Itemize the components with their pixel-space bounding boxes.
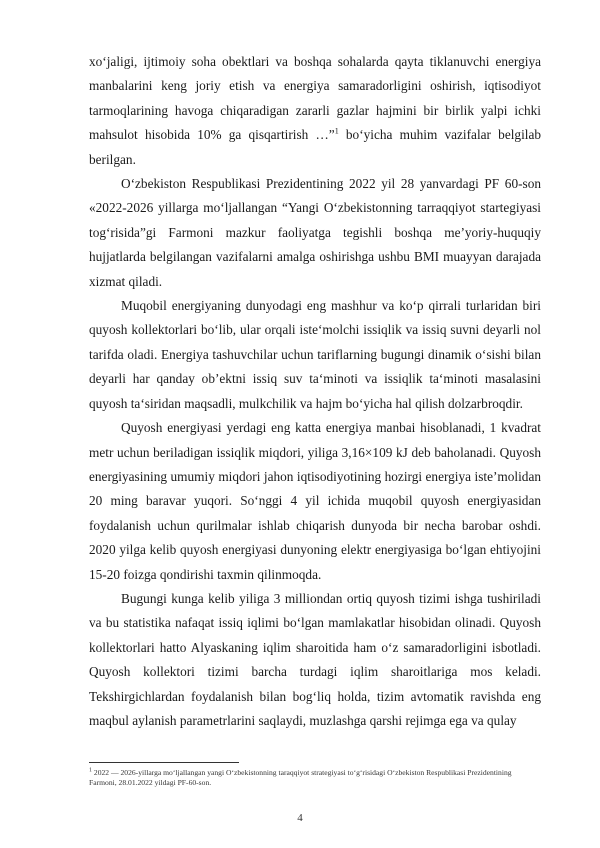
paragraph-2: O‘zbekiston Respublikasi Prezidentining 2022 yil 28 yanvardagi PF 60-son «2022-2026 yillarga mo‘ljallangan “Yangi O‘zbekistonning tarraqqiyot startegiyasi tog‘risida”gi Farmoni mazkur faoliyatga tegishli boshqa me’yoriy-huquqiy hujjatlarda belgilangan vazifalarni amalga oshirishga ushbu BMI muayyan darajada xizmat qiladi. — [89, 176, 541, 289]
paragraph-1-text: xo‘jaligi, ijtimoiy soha obektlari va boshqa sohalarda qayta tiklanuvchi energiya manbalarini keng joriy etish va energiya samaradorligini oshirish, iqtisodiyot tarmoqlarining havoga chiqaradigan zararli gazlar hajmini bir birlik yalpi ichki mahsulot hisobida 10% ga qisqartirish …” — [89, 54, 541, 143]
paragraph-1 — [89, 50, 541, 172]
paragraph-3: Muqobil energiyaning dunyodagi eng mashhur va ko‘p qirrali turlaridan biri quyosh kollektorlari bo‘lib, ular orqali iste‘molchi issiqlik va issiq suvni deyarli nol tarifda oladi. Energiya tashuvchilar uchun tariflarning bugungi dinamik o‘sishi bilan deyarli har qanday ob’ektni issiq suv ta‘minoti va issiqlik ta‘minoti masalasini quyosh ta‘siridan maqsadli, mulkchilik va hajm bo‘yicha hal qilish dolzarbroqdir. — [89, 298, 541, 411]
footnote-text: 2022 — 2026-yillarga mo‘ljallangan yangi O‘zbekistonning taraqqiyot strategiyasi to‘g‘risidagi O‘zbekiston Respublikasi Prezidentining Farmoni, 28.01.2022 yildagi PF-60-son. — [89, 768, 512, 787]
footnote-divider — [89, 762, 239, 763]
footnote-reference[interactable]: 1 — [334, 126, 339, 136]
footnote-marker: 1 — [89, 767, 92, 774]
paragraph-4: Quyosh energiyasi yerdagi eng katta energiya manbai hisoblanadi, 1 kvadrat metr uchun beriladigan issiqlik miqdori, yiliga 3,16×109 kJ deb baholanadi. Quyosh energiyasining umumiy miqdori jahon iqtisodiyotining hozirgi energiya iste’molidan 20 ming baravar yuqori. So‘nggi 4 yil ichida muqobil quyosh energiyasidan foydalanish uchun qurilmalar ishlab chiqarish dunyoda bir necha barobar oshdi. 2020 yilga kelib quyosh energiyasi dunyoning elektr energiyasiga bo‘lgan ehtiyojini 15-20 foizga qondirishi taxmin qilinmoqda. — [89, 420, 541, 582]
body-text — [89, 50, 541, 733]
paragraph-5: Bugungi kunga kelib yiliga 3 milliondan ortiq quyosh tizimi ishga tushiriladi va bu statistika nafaqat issiq iqlimi bo‘lgan mamlakatlar hisobidan olinadi. Quyosh kollektorlari hatto Alyaskaning iqlim sharoitida ham o‘z samaradorligini isbotladi. Quyosh kollektori tizimi barcha turdagi iqlim sharoitlariga mos keladi. Tekshirgichlardan foydalanish bilan bog‘liq holda, tizim avtomatik ravishda eng maqbul aylanish parametrlarini saqlaydi, muzlashga qarshi rejimga ega va qulay — [89, 590, 541, 728]
paragraph-1-tail: bo‘yicha muhim vazifalar belgilab berilgan. — [89, 127, 542, 167]
footnote — [89, 768, 541, 788]
page-number: 4 — [297, 812, 303, 824]
